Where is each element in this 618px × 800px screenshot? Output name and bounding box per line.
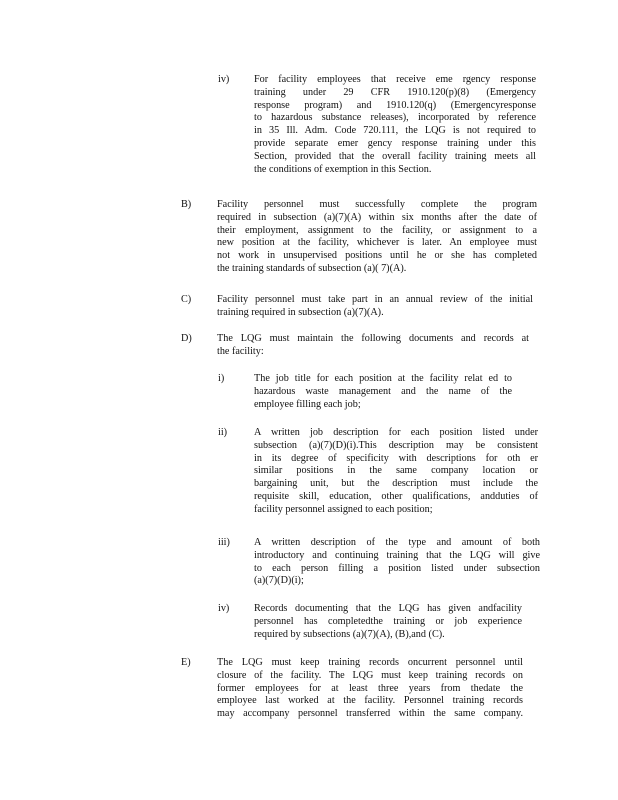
text-line: their employment, assignment to the facility, or assignment to a xyxy=(217,224,537,236)
item-text xyxy=(254,373,512,411)
text-line: The LQG must maintain the following documents and records at xyxy=(217,333,529,344)
item-text xyxy=(217,294,533,320)
item-label: B) xyxy=(181,199,192,210)
text-line: in 35 Ill. Adm. Code 720.111, the LQG is not required to xyxy=(254,125,536,137)
text-line: Section, provided that the overall facility training meets all xyxy=(254,150,536,162)
text-line: The job title for each position at the facility relat ed to xyxy=(254,373,512,384)
text-line: For facility employees that receive eme rgency response xyxy=(254,74,536,85)
text-line: former employees for at least three years from thedate the xyxy=(217,682,523,694)
text-line: in its degree of specificity with descriptions for oth er xyxy=(254,452,538,464)
item-label: iv) xyxy=(218,74,230,85)
text-line: not work in unsupervised positions until he or she has completed xyxy=(217,250,537,262)
text-line: new position at the facility, whichever is later. An employee must xyxy=(217,237,537,249)
item-text xyxy=(217,333,529,359)
text-line: to each person filling a position listed under subsection xyxy=(254,562,540,574)
item-label: C) xyxy=(181,294,192,305)
item-label: D) xyxy=(181,333,192,344)
item-text xyxy=(254,537,540,588)
text-line: required in subsection (a)(7)(A) within six months after the date of xyxy=(217,211,537,223)
item-label: i) xyxy=(218,373,225,384)
item-text xyxy=(217,657,523,721)
text-line: similar positions in the same company location or xyxy=(254,465,538,477)
text-line: Facility personnel must successfully complete the program xyxy=(217,199,537,210)
item-text xyxy=(217,199,537,276)
text-line: training required in subsection (a)(7)(A). xyxy=(217,306,384,318)
text-line: A written description of the type and amount of both xyxy=(254,537,540,548)
text-line: Facility personnel must take part in an annual review of the initial xyxy=(217,294,533,305)
item-text xyxy=(254,427,538,517)
text-line: requisite skill, education, other qualifications, andduties of xyxy=(254,490,538,502)
item-label: iv) xyxy=(218,603,230,614)
text-line: bargaining unit, but the description must include the xyxy=(254,478,538,490)
item-text xyxy=(254,74,536,176)
text-line: employee filling each job; xyxy=(254,398,361,410)
text-line: personnel has completedthe training or job experience xyxy=(254,615,522,627)
text-line: employee last worked at the facility. Personnel training records xyxy=(217,695,523,707)
item-text xyxy=(254,603,522,641)
text-line: required by subsections (a)(7)(A), (B),and (C). xyxy=(254,628,445,640)
text-line: may accompany personnel transferred within the same company. xyxy=(217,708,523,720)
text-line: A written job description for each position listed under xyxy=(254,427,538,438)
text-line: training under 29 CFR 1910.120(p)(8) (Emergency xyxy=(254,86,536,98)
text-line: provide separate emer gency response training under this xyxy=(254,137,536,149)
text-line: facility personnel assigned to each position; xyxy=(254,503,433,515)
text-line: the facility: xyxy=(217,345,264,357)
text-line: to hazardous substance releases), incorporated by reference xyxy=(254,112,536,124)
text-line: subsection (a)(7)(D)(i).This description may be consistent xyxy=(254,439,538,451)
text-line: Records documenting that the LQG has given andfacility xyxy=(254,603,522,614)
text-line: The LQG must keep training records oncurrent personnel until xyxy=(217,657,523,668)
item-label: iii) xyxy=(218,537,230,548)
text-line: closure of the facility. The LQG must keep training records on xyxy=(217,669,523,681)
text-line: the conditions of exemption in this Section. xyxy=(254,163,432,175)
text-line: (a)(7)(D)(i); xyxy=(254,575,304,587)
item-label: E) xyxy=(181,657,191,668)
text-line: hazardous waste management and the name of the xyxy=(254,385,512,397)
text-line: the training standards of subsection (a)( 7)(A). xyxy=(217,262,407,274)
item-label: ii) xyxy=(218,427,228,438)
text-line: introductory and continuing training that the LQG will give xyxy=(254,549,540,561)
text-line: response program) and 1910.120(q) (Emergencyresponse xyxy=(254,99,536,111)
